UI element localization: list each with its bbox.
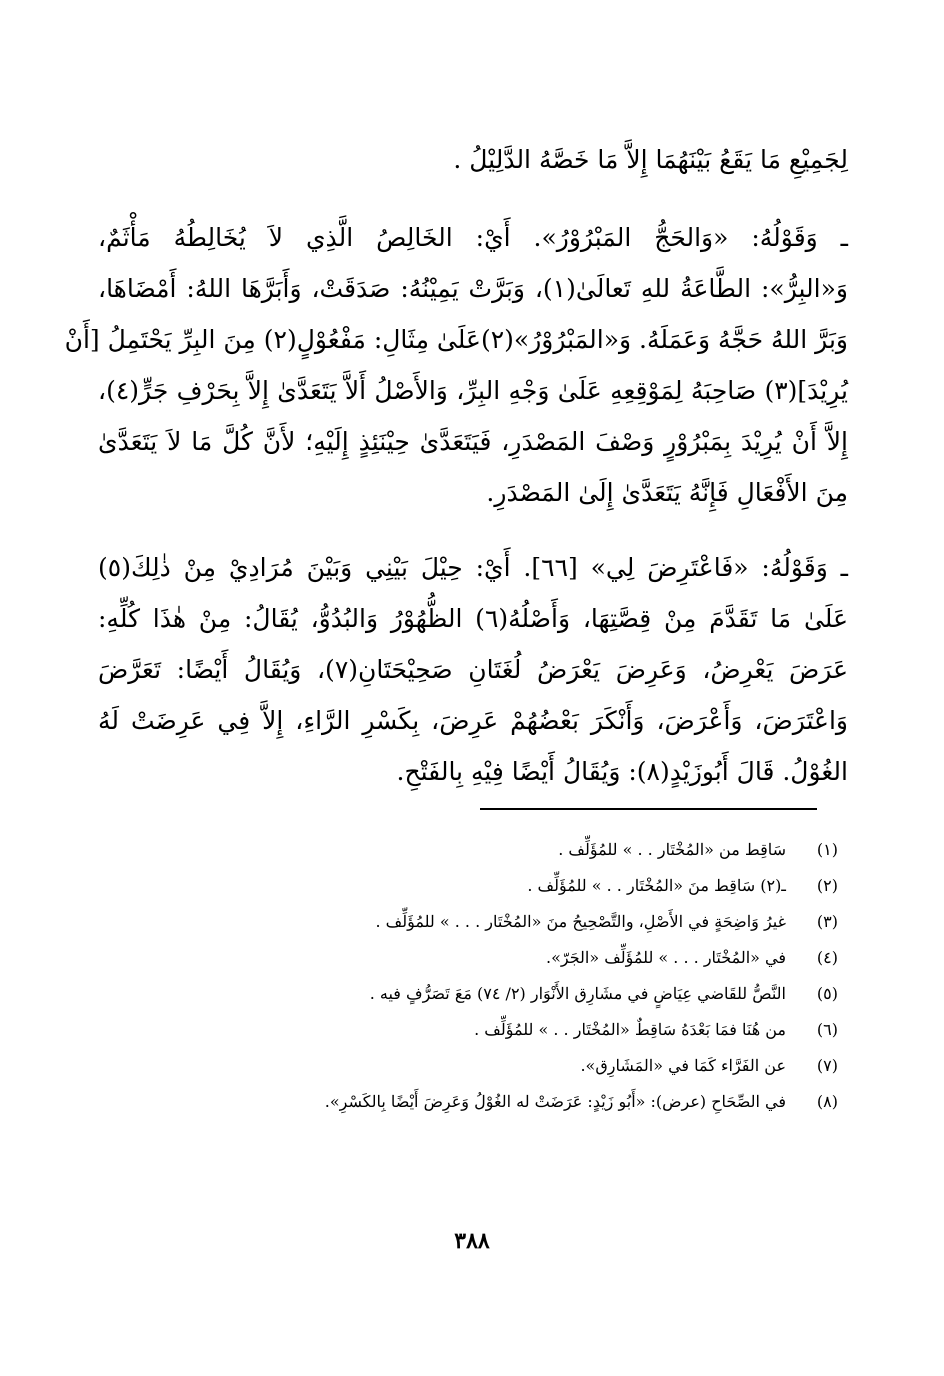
footnotes (170, 832, 838, 1120)
footnote (170, 1012, 838, 1048)
footnote-text: من هُنَا فمَا بَعْدَهُ سَاقِطٌ «المُخْتَار . . » للمُؤَلِّف . (474, 1020, 786, 1039)
footnote-number: (٨) (816, 1092, 838, 1111)
footnote-number: (٥) (816, 984, 838, 1003)
paragraph (98, 542, 848, 797)
text-line: وَ«البِرُّ»: الطَّاعَةُ للهِ تَعالَىٰ(١)، وَبَرَّتْ يَمِيْنُهُ: صَدَقَتْ، وَأَبَرَّهَا اللهُ: أَمْضَاهَا، (98, 274, 848, 303)
footnote-text: النَّصُّ للقَاضي عِيَاضٍ في مشَارِق الأَنْوَار (٢/ ٧٤) مَعَ تَصَرُّفٍ فيه . (369, 984, 786, 1003)
footnote (170, 976, 838, 1012)
text-line: يُرِيْدَ](٣) صَاحِبَهُ لِمَوْقِعِهِ عَلَىٰ وَجْهِ البِرِّ، وَالأَصْلُ أَلاَّ يَتَعَدَّىٰ إِلاَّ بِحَرْفِ جَرٍّ(٤)، (98, 376, 848, 405)
footnote (170, 868, 838, 904)
footnote (170, 940, 838, 976)
footnote-number: (٧) (816, 1056, 838, 1075)
paragraph (98, 134, 848, 185)
text-line: إِلاَّ أَنْ يُرِيْدَ بِمَبْرُوْرٍ وَصْفَ المَصْدَرِ، فَيَتَعَدَّىٰ حِيْنَئِذٍ إِلَيْهِ؛ لأَنَّ كُلَّ مَا لاَ يَتَعَدَّىٰ (98, 427, 848, 456)
footnote-text: في الصِّحَاحِ (عرض): «أَبُو زَيْدٍ: عَرَضَتْ له الغُوْلُ وَعَرِضَ أَيْضًا بِالكَسْرِ». (324, 1092, 786, 1111)
text-line: لِجَمِيْعِ مَا يَقَعُ بَيْنَهُمَا إِلاَّ مَا خَصَّهُ الدَّلِيْلُ . (453, 145, 848, 174)
text-line: وَبَرَّ اللهُ حَجَّهُ وَعَمَلَهُ. وَ«المَبْرُوْرُ»(٢)عَلَىٰ مِثَالِ: مَفْعُوْلٍ(٢) مِنَ البِرِّ يَحْتَمِلُ [أَنْ (64, 325, 848, 354)
footnote (170, 904, 838, 940)
footnote-number: (٢) (816, 876, 838, 895)
text-line: ـ وَقَوْلُهُ: «وَالحَجُّ المَبْرُوْرُ». أَيْ: الخَالِصُ الَّذِي لاَ يُخَالِطُهُ مَأْثَمٌ، (98, 223, 848, 252)
footnote-text: في «المُخْتَار . . . » للمُؤَلِّف «الجَرّ». (545, 948, 786, 967)
page-number: ٣٨٨ (454, 1228, 490, 1254)
footnote-number: (٣) (816, 912, 838, 931)
footnote-text: عن الفَرَّاء كَمَا في «المَشَارِق». (580, 1056, 786, 1075)
text-line: عَلَىٰ مَا تَقَدَّمَ مِنْ قِصَّتِهَا، وَأَصْلُهُ(٦) الظُّهُوْرُ وَالبُدُوُّ، يُقَالُ: مِنْ هٰذَا كُلِّهِ: (98, 604, 848, 633)
paragraph (64, 212, 848, 518)
footnote-number: (٤) (816, 948, 838, 967)
text-line: عَرَضَ يَعْرِضُ، وَعَرِضَ يَعْرَضُ لُغَتَانِ صَحِيْحَتَانِ(٧)، وَيُقَالُ أَيْضًا: تَعَرَّضَ (98, 655, 848, 684)
footnote (170, 1048, 838, 1084)
text-line: ـ وَقَوْلُهُ: «فَاعْتَرِضَ لِي» [٦٦]. أَيْ: حِيْلَ بَيْنِي وَبَيْنَ مُرَادِيْ مِنْ ذٰلِكَ(٥) (98, 553, 849, 582)
footnote-text: سَاقِط من «المُخْتَار . . » للمُؤَلِّف . (558, 840, 786, 859)
footnote-separator (480, 808, 817, 810)
footnote-number: (٦) (816, 1020, 838, 1039)
text-line: الغُوْلُ. قَالَ أَبُوزَيْدٍ(٨): وَيُقَالُ أَيْضًا فِيْهِ بِالفَتْحِ. (396, 757, 848, 786)
footnote (170, 832, 838, 868)
footnote (170, 1084, 838, 1120)
text-line: مِنَ الأَفْعَالِ فَإِنَّهُ يَتَعَدَّىٰ إِلَىٰ المَصْدَرِ. (486, 478, 848, 507)
footnote-text: ـ(٢) سَاقِط منَ «المُخْتَار . . » للمُؤَلِّف . (527, 876, 786, 895)
footnote-number: (١) (816, 840, 838, 859)
footnote-text: غيرُ وَاضِحَةٍ في الأَصْلِ، والتَّصْحِيحُ منَ «المُخْتَار . . . » للمُؤَلِّف . (375, 912, 786, 931)
text-line: وَاعْتَرَضَ، وَأَعْرَضَ، وَأَنْكَرَ بَعْضُهُمْ عَرِضَ، بِكَسْرِ الرَّاءِ، إِلاَّ فِي عَرِضَتْ لَهُ (98, 706, 848, 735)
